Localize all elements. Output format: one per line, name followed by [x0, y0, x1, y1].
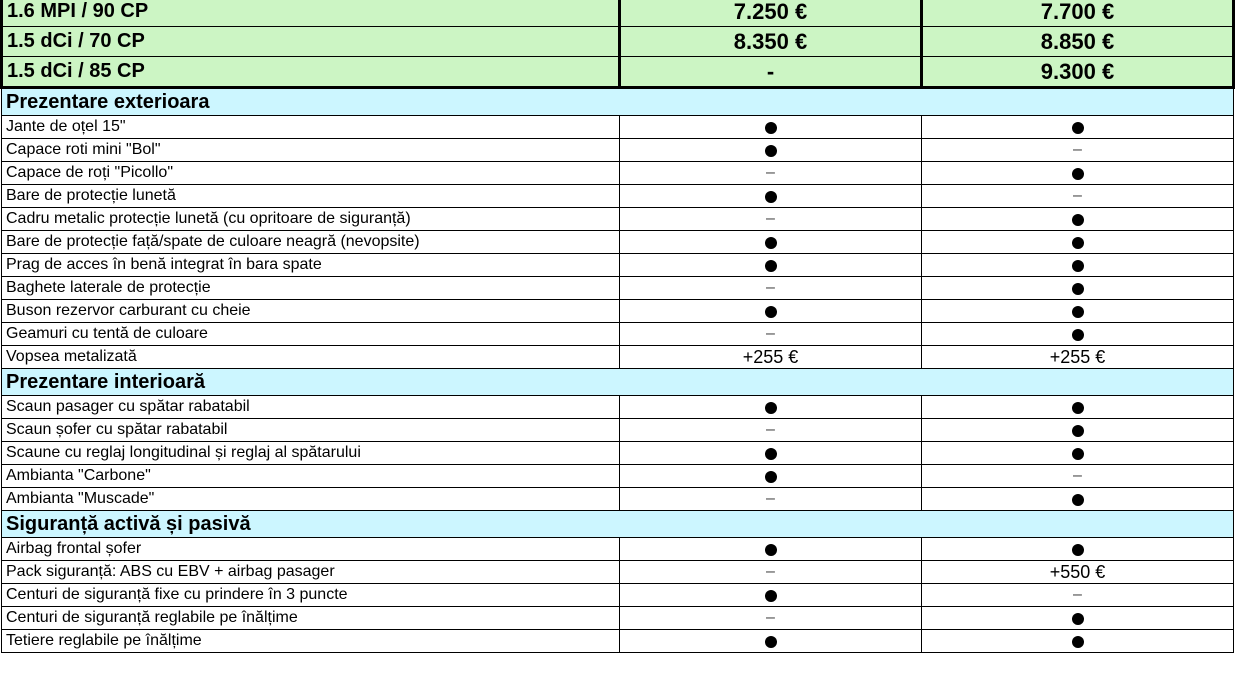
- feature-row: [2, 208, 1234, 231]
- feature-value-trim-1: –: [620, 162, 922, 185]
- feature-row: [2, 116, 1234, 139]
- feature-label: Tetiere reglabile pe înălțime: [2, 630, 620, 653]
- feature-value-trim-2: –: [922, 139, 1234, 162]
- feature-row: [2, 185, 1234, 208]
- price-value-trim-1: 7.250 €: [620, 0, 922, 27]
- engine-label: 1.6 MPI / 90 CP: [2, 0, 620, 27]
- included-dot-icon: [1072, 122, 1084, 134]
- included-dot-icon: [1072, 402, 1084, 414]
- feature-row: [2, 254, 1234, 277]
- feature-row: [2, 584, 1234, 607]
- price-row: [2, 0, 1234, 27]
- feature-label: Jante de oțel 15": [2, 116, 620, 139]
- feature-label: Baghete laterale de protecție: [2, 277, 620, 300]
- feature-row: [2, 323, 1234, 346]
- feature-label: Vopsea metalizată: [2, 346, 620, 369]
- feature-value-trim-2: +550 €: [922, 561, 1234, 584]
- feature-row: [2, 442, 1234, 465]
- feature-label: Ambianta "Muscade": [2, 488, 620, 511]
- feature-label: Airbag frontal șofer: [2, 538, 620, 561]
- feature-value-trim-2: –: [922, 465, 1234, 488]
- feature-value-trim-2: [922, 630, 1234, 653]
- included-dot-icon: [1072, 329, 1084, 341]
- feature-label: Scaun pasager cu spătar rabatabil: [2, 396, 620, 419]
- feature-label: Capace roti mini "Bol": [2, 139, 620, 162]
- feature-label: Prag de acces în benă integrat în bara spate: [2, 254, 620, 277]
- feature-value-trim-2: [922, 116, 1234, 139]
- included-dot-icon: [765, 145, 777, 157]
- included-dot-icon: [765, 260, 777, 272]
- included-dot-icon: [1072, 168, 1084, 180]
- feature-value-trim-1: –: [620, 277, 922, 300]
- section-title: Prezentare interioară: [2, 369, 1234, 396]
- feature-value-trim-2: [922, 538, 1234, 561]
- feature-row: [2, 630, 1234, 653]
- feature-value-trim-2: +255 €: [922, 346, 1234, 369]
- feature-value-trim-2: [922, 488, 1234, 511]
- feature-value-trim-1: [620, 185, 922, 208]
- included-dot-icon: [765, 636, 777, 648]
- feature-value-trim-2: [922, 607, 1234, 630]
- engine-label: 1.5 dCi / 70 CP: [2, 27, 620, 57]
- section-header-prezentare-exterioara: [2, 88, 1234, 116]
- section-title: Siguranță activă și pasivă: [2, 511, 1234, 538]
- feature-value-trim-1: [620, 231, 922, 254]
- included-dot-icon: [765, 237, 777, 249]
- included-dot-icon: [1072, 214, 1084, 226]
- feature-value-trim-1: [620, 116, 922, 139]
- feature-row: [2, 465, 1234, 488]
- feature-row: [2, 300, 1234, 323]
- feature-label: Scaune cu reglaj longitudinal și reglaj al spătarului: [2, 442, 620, 465]
- feature-label: Pack siguranță: ABS cu EBV + airbag pasager: [2, 561, 620, 584]
- included-dot-icon: [1072, 636, 1084, 648]
- feature-value-trim-1: [620, 139, 922, 162]
- feature-value-trim-1: [620, 254, 922, 277]
- included-dot-icon: [765, 471, 777, 483]
- section-header-prezentare-interioara: [2, 369, 1234, 396]
- included-dot-icon: [765, 448, 777, 460]
- price-row: [2, 57, 1234, 88]
- feature-label: Cadru metalic protecție lunetă (cu opritoare de siguranță): [2, 208, 620, 231]
- feature-label: Centuri de siguranță fixe cu prindere în 3 puncte: [2, 584, 620, 607]
- included-dot-icon: [1072, 448, 1084, 460]
- feature-row: [2, 139, 1234, 162]
- feature-row: [2, 419, 1234, 442]
- engine-label: 1.5 dCi / 85 CP: [2, 57, 620, 88]
- feature-value-trim-1: –: [620, 607, 922, 630]
- feature-value-trim-2: [922, 277, 1234, 300]
- feature-value-trim-1: [620, 396, 922, 419]
- section-title: Prezentare exterioara: [2, 88, 1234, 116]
- feature-label: Scaun șofer cu spătar rabatabil: [2, 419, 620, 442]
- feature-label: Bare de protecție lunetă: [2, 185, 620, 208]
- feature-label: Buson rezervor carburant cu cheie: [2, 300, 620, 323]
- feature-row: [2, 607, 1234, 630]
- feature-value-trim-2: –: [922, 584, 1234, 607]
- feature-value-trim-1: [620, 300, 922, 323]
- feature-value-trim-1: [620, 538, 922, 561]
- feature-label: Centuri de siguranță reglabile pe înălțime: [2, 607, 620, 630]
- feature-value-trim-1: [620, 584, 922, 607]
- feature-value-trim-2: [922, 300, 1234, 323]
- included-dot-icon: [1072, 306, 1084, 318]
- feature-value-trim-2: [922, 208, 1234, 231]
- included-dot-icon: [1072, 283, 1084, 295]
- feature-row: [2, 231, 1234, 254]
- included-dot-icon: [1072, 544, 1084, 556]
- feature-row: [2, 277, 1234, 300]
- feature-label: Geamuri cu tentă de culoare: [2, 323, 620, 346]
- feature-value-trim-2: [922, 323, 1234, 346]
- included-dot-icon: [765, 590, 777, 602]
- included-dot-icon: [765, 191, 777, 203]
- feature-label: Bare de protecție față/spate de culoare neagră (nevopsite): [2, 231, 620, 254]
- section-header-siguranta-activa-si-pasiva: [2, 511, 1234, 538]
- included-dot-icon: [1072, 260, 1084, 272]
- price-value-trim-1: 8.350 €: [620, 27, 922, 57]
- feature-value-trim-2: [922, 396, 1234, 419]
- feature-row: [2, 162, 1234, 185]
- included-dot-icon: [1072, 237, 1084, 249]
- feature-row: [2, 538, 1234, 561]
- feature-value-trim-1: +255 €: [620, 346, 922, 369]
- price-value-trim-1: -: [620, 57, 922, 88]
- feature-value-trim-1: –: [620, 561, 922, 584]
- feature-row: [2, 561, 1234, 584]
- included-dot-icon: [765, 544, 777, 556]
- feature-row: [2, 346, 1234, 369]
- feature-value-trim-1: –: [620, 419, 922, 442]
- feature-row: [2, 396, 1234, 419]
- feature-value-trim-1: –: [620, 208, 922, 231]
- feature-label: Ambianta "Carbone": [2, 465, 620, 488]
- price-value-trim-2: 7.700 €: [922, 0, 1234, 27]
- feature-value-trim-2: [922, 231, 1234, 254]
- feature-value-trim-2: [922, 419, 1234, 442]
- feature-value-trim-1: –: [620, 488, 922, 511]
- feature-value-trim-2: [922, 254, 1234, 277]
- feature-value-trim-2: –: [922, 185, 1234, 208]
- included-dot-icon: [765, 122, 777, 134]
- price-row: [2, 27, 1234, 57]
- price-value-trim-2: 8.850 €: [922, 27, 1234, 57]
- included-dot-icon: [1072, 425, 1084, 437]
- feature-label: Capace de roți "Picollo": [2, 162, 620, 185]
- feature-value-trim-1: [620, 442, 922, 465]
- feature-value-trim-1: [620, 630, 922, 653]
- included-dot-icon: [765, 402, 777, 414]
- feature-row: [2, 488, 1234, 511]
- feature-value-trim-2: [922, 162, 1234, 185]
- included-dot-icon: [1072, 494, 1084, 506]
- feature-value-trim-2: [922, 442, 1234, 465]
- feature-value-trim-1: –: [620, 323, 922, 346]
- included-dot-icon: [765, 306, 777, 318]
- feature-value-trim-1: [620, 465, 922, 488]
- price-value-trim-2: 9.300 €: [922, 57, 1234, 88]
- included-dot-icon: [1072, 613, 1084, 625]
